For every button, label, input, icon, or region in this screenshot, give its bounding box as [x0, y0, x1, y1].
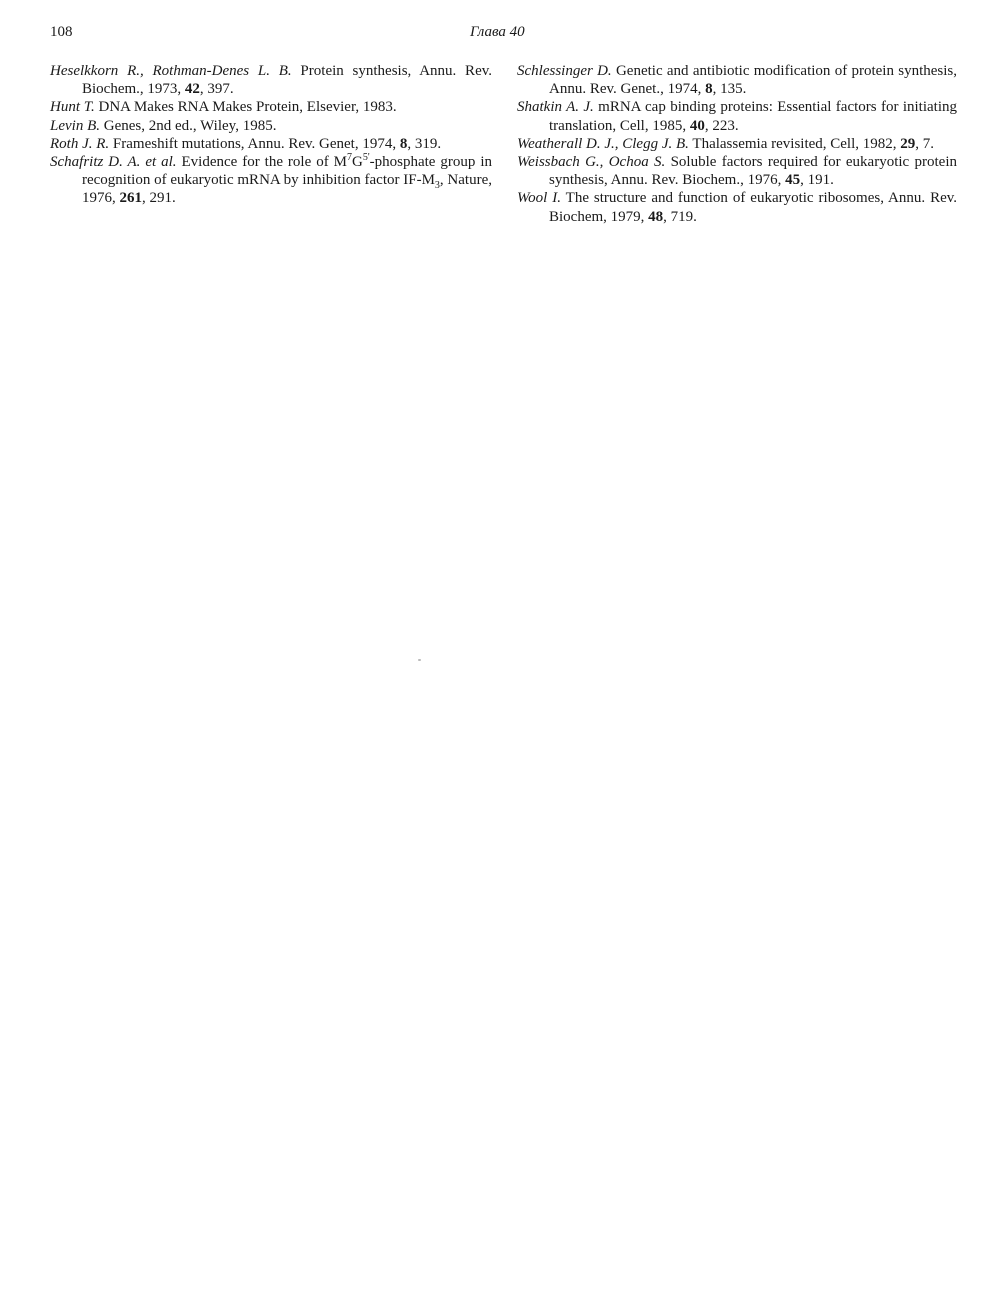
reference-text: Thalassemia revisited, Cell, 1982, [688, 135, 901, 152]
reference-text: -phosphate group in recognition of eukaryotic mRNA by inhibition factor IF-M [82, 154, 492, 189]
running-head: Глава 40 [470, 24, 525, 40]
reference-entry [50, 62, 492, 98]
subscript: 3 [434, 180, 440, 192]
reference-volume: 261 [119, 190, 142, 207]
references-right-column [517, 62, 957, 226]
reference-text: Protein synthesis, Annu. Rev. Biochem., 1973, [82, 63, 492, 98]
reference-pages: , 319. [407, 135, 442, 152]
reference-text: Genetic and antibiotic modification of protein synthesis, Annu. Rev. Genet., 1974, [549, 63, 957, 98]
reference-text: Genes, 2nd ed., Wiley, 1985. [100, 117, 277, 134]
reference-authors: Wool I. [517, 190, 561, 207]
reference-entry [50, 135, 492, 153]
reference-volume: 40 [689, 117, 705, 134]
reference-authors: Levin B. [50, 117, 100, 134]
reference-volume: 48 [648, 208, 664, 225]
page-number: 108 [50, 24, 73, 40]
reference-entry [517, 153, 957, 189]
reference-pages: , 291. [142, 190, 176, 207]
reference-text: G [351, 154, 363, 171]
reference-entry [517, 62, 957, 98]
reference-entry [517, 189, 957, 225]
reference-entry [50, 98, 492, 116]
reference-volume: 29 [900, 135, 916, 152]
reference-text: DNA Makes RNA Makes Protein, Elsevier, 1983. [94, 99, 397, 116]
reference-authors: Hunt T. [50, 99, 95, 116]
reference-authors: Shatkin A. J. [517, 99, 594, 116]
scan-speck [418, 659, 421, 661]
reference-pages: , 7. [915, 135, 935, 152]
reference-entry [517, 98, 957, 134]
reference-pages: , 397. [199, 81, 234, 98]
reference-volume: 42 [184, 81, 200, 98]
reference-text: mRNA cap binding proteins: Essential factors for initiating translation, Cell, 1985, [549, 99, 957, 134]
superscript: 7 [346, 152, 352, 164]
reference-entry [50, 117, 492, 135]
reference-pages: , 191. [800, 172, 834, 189]
reference-authors: Heselkkorn R., Rothman-Denes L. B. [50, 63, 292, 79]
reference-authors: Weatherall D. J., Clegg J. B. [517, 135, 689, 152]
reference-text: Frameshift mutations, Annu. Rev. Genet, 1974, [109, 135, 400, 152]
reference-authors: Schlessinger D. [517, 63, 612, 79]
reference-pages: , 719. [663, 208, 697, 225]
reference-pages: , 223. [704, 117, 739, 134]
reference-authors: Weissbach G., Ochoa S. [517, 154, 666, 171]
reference-text: Evidence for the role of M [176, 154, 347, 171]
reference-text: The structure and function of eukaryotic ribosomes, Annu. Rev. Biochem, 1979, [549, 190, 958, 225]
reference-volume: 8 [705, 81, 713, 98]
reference-entry [517, 135, 957, 153]
reference-text: , Nature, 1976, [82, 172, 492, 207]
reference-pages: , 135. [712, 81, 747, 98]
reference-authors: Roth J. R. [50, 135, 110, 152]
references-left-column [50, 62, 492, 208]
reference-volume: 45 [785, 172, 801, 189]
superscript: 5' [362, 152, 370, 164]
reference-entry [50, 153, 492, 208]
reference-volume: 8 [399, 135, 408, 152]
reference-authors: Schafritz D. A. et al. [50, 154, 177, 171]
reference-text: Soluble factors required for eukaryotic protein synthesis, Annu. Rev. Biochem., 1976, [549, 154, 957, 189]
